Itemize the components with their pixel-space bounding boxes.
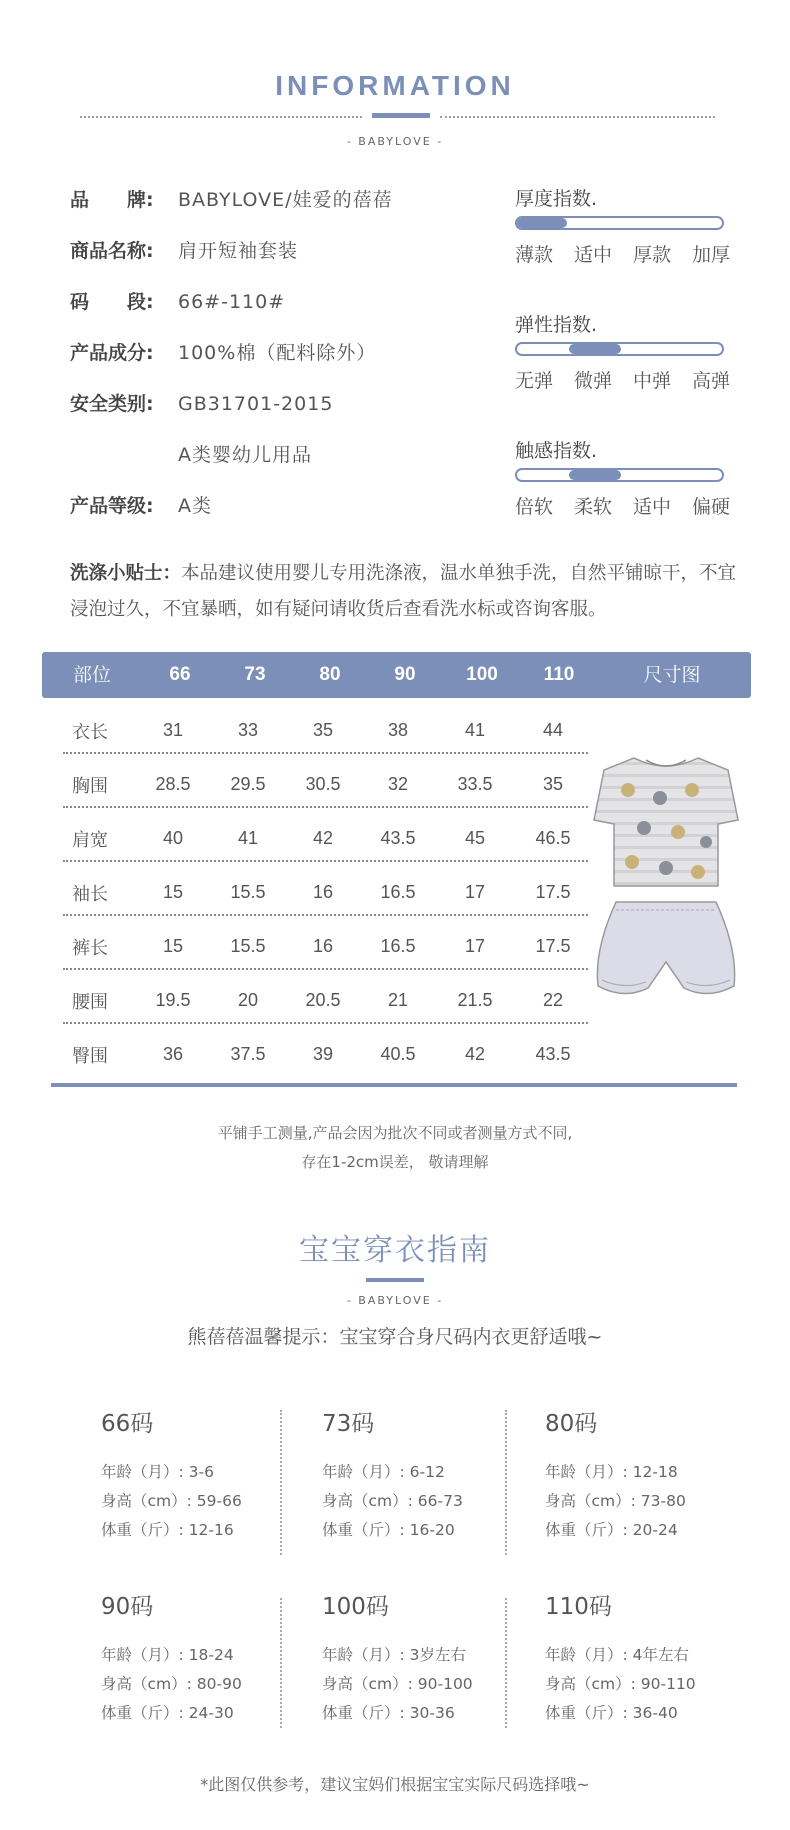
measure-note-line2: 存在1-2cm误差， 敬请理解 xyxy=(301,1153,489,1171)
size-guide-age: 年龄（月）: 12-18 xyxy=(545,1463,678,1481)
index-label: 厚款 xyxy=(632,244,671,266)
measure-note-line1: 平铺手工测量,产品会因为批次不同或者测量方式不同, xyxy=(217,1124,573,1142)
index-label: 加厚 xyxy=(691,244,730,266)
size-table-cell: 33 xyxy=(237,720,259,740)
index-label: 薄款 xyxy=(515,244,554,266)
size-table-cell: 38 xyxy=(387,720,409,740)
size-table-cell: 19.5 xyxy=(155,990,191,1010)
elasticity-index-bar xyxy=(515,342,724,356)
size-table-header-label: 部位 xyxy=(72,664,111,686)
size-row-label: 腰围 xyxy=(72,992,108,1013)
elasticity-index-title: 弹性指数. xyxy=(515,314,598,336)
guide-divider xyxy=(280,1410,282,1555)
header-dotted-line-left xyxy=(80,116,362,118)
info-value: 肩开短袖套装 xyxy=(178,240,299,262)
size-table-cell: 15.5 xyxy=(230,936,266,956)
size-table-cell: 17.5 xyxy=(535,936,571,956)
header-dotted-line-right xyxy=(440,116,715,118)
size-guide-age: 年龄（月）: 3-6 xyxy=(101,1463,214,1481)
info-product-name xyxy=(70,236,298,263)
guide-title: 宝宝穿衣指南 xyxy=(299,1233,491,1268)
size-row-label: 肩宽 xyxy=(72,830,108,851)
info-label: 产品等级: xyxy=(70,495,154,517)
size-column-header: 110 xyxy=(543,664,575,685)
index-label: 倍软 xyxy=(515,496,554,518)
info-label: 品 牌: xyxy=(70,189,154,211)
size-table-bottom-rule xyxy=(51,1083,737,1087)
info-brand xyxy=(70,185,393,212)
size-guide-weight: 体重（斤）: 24-30 xyxy=(101,1704,234,1722)
size-table-cell: 43.5 xyxy=(535,1044,571,1064)
size-guide-name: 80码 xyxy=(545,1411,598,1437)
size-table-cell: 20 xyxy=(237,990,259,1010)
info-value: 66#-110# xyxy=(178,291,286,313)
size-guide-age: 年龄（月）: 4年左右 xyxy=(545,1646,690,1664)
size-table-cell: 44 xyxy=(542,720,564,740)
softness-index-labels xyxy=(515,492,730,519)
size-column-header: 90 xyxy=(394,664,416,685)
info-value: A类婴幼儿用品 xyxy=(178,444,312,466)
size-table-cell: 40.5 xyxy=(380,1044,416,1064)
size-table-cell: 41 xyxy=(237,828,259,848)
size-guide-age: 年龄（月）: 3岁左右 xyxy=(322,1646,467,1664)
guide-subtitle: - BABYLOVE - xyxy=(346,1294,444,1307)
size-table-cell: 15 xyxy=(162,936,184,956)
size-row-label: 衣长 xyxy=(72,722,108,743)
info-value: A类 xyxy=(178,495,212,517)
size-table-cell: 17 xyxy=(464,882,486,902)
size-table-cell: 30.5 xyxy=(305,774,341,794)
guide-accent-bar xyxy=(366,1278,424,1282)
guide-divider xyxy=(505,1410,507,1555)
size-table-cell: 42 xyxy=(312,828,334,848)
thickness-index-fill xyxy=(517,218,567,228)
size-table-cell: 22 xyxy=(542,990,564,1010)
size-table-cell: 16.5 xyxy=(380,882,416,902)
size-guide-height: 身高（cm）: 66-73 xyxy=(322,1492,463,1510)
size-table-cell: 32 xyxy=(387,774,409,794)
index-label: 中弹 xyxy=(632,370,671,392)
size-table-cell: 33.5 xyxy=(457,774,493,794)
info-composition xyxy=(70,338,376,365)
size-table-cell: 16 xyxy=(312,936,334,956)
header-accent-bar xyxy=(372,113,430,118)
softness-index-title: 触感指数. xyxy=(515,440,598,462)
thickness-index-title: 厚度指数. xyxy=(515,188,598,210)
size-guide-name: 110码 xyxy=(545,1594,612,1620)
size-guide-height: 身高（cm）: 73-80 xyxy=(545,1492,686,1510)
index-label: 适中 xyxy=(573,244,612,266)
info-size-range xyxy=(70,287,285,314)
info-value: GB31701-2015 xyxy=(178,393,334,415)
wash-tips-text: 本品建议使用婴儿专用洗涤液，温水单独手洗，自然平铺晾干，不宜浸泡过久，不宜暴晒，如有疑问请收货后查看洗水标或咨询客服。 xyxy=(70,563,737,620)
wash-tips-label: 洗涤小贴士： xyxy=(70,563,182,584)
size-table-cell: 35 xyxy=(312,720,334,740)
size-table-cell: 17.5 xyxy=(535,882,571,902)
size-guide-name: 73码 xyxy=(322,1411,375,1437)
size-guide-name: 100码 xyxy=(322,1594,389,1620)
index-label: 偏硬 xyxy=(691,496,730,518)
info-grade xyxy=(70,491,212,518)
size-column-header: 73 xyxy=(244,664,266,685)
guide-divider xyxy=(505,1598,507,1728)
size-table-cell: 40 xyxy=(162,828,184,848)
footer-disclaimer: *此图仅供参考，建议宝妈们根据宝宝实际尺码选择哦~ xyxy=(200,1775,590,1794)
info-label: 产品成分: xyxy=(70,342,154,364)
size-guide-weight: 体重（斤）: 36-40 xyxy=(545,1704,678,1722)
size-diagram-header: 尺寸图 xyxy=(643,664,701,686)
index-label: 无弹 xyxy=(515,370,554,392)
size-table-cell: 41 xyxy=(464,720,486,740)
size-table-cell: 15.5 xyxy=(230,882,266,902)
size-guide-age: 年龄（月）: 18-24 xyxy=(101,1646,234,1664)
size-table-cell: 36 xyxy=(162,1044,184,1064)
size-guide-height: 身高（cm）: 90-100 xyxy=(322,1675,473,1693)
size-table-cell: 17 xyxy=(464,936,486,956)
size-table-cell: 31 xyxy=(162,720,184,740)
size-row-label: 胸围 xyxy=(72,776,108,797)
size-guide-name: 66码 xyxy=(101,1411,154,1437)
size-table-cell: 29.5 xyxy=(230,774,266,794)
size-column-header: 100 xyxy=(466,664,498,685)
size-guide-height: 身高（cm）: 59-66 xyxy=(101,1492,242,1510)
size-table-cell: 39 xyxy=(312,1044,334,1064)
size-row-label: 裤长 xyxy=(72,938,108,959)
size-row-divider xyxy=(63,860,588,862)
index-label: 柔软 xyxy=(573,496,612,518)
index-label: 高弹 xyxy=(691,370,730,392)
information-title: INFORMATION xyxy=(275,70,515,101)
shirt-illustration xyxy=(594,758,738,886)
shorts-illustration xyxy=(597,902,734,994)
size-column-header: 66 xyxy=(169,664,191,685)
size-table-cell: 16.5 xyxy=(380,936,416,956)
size-table-cell: 20.5 xyxy=(305,990,341,1010)
size-table-cell: 42 xyxy=(464,1044,486,1064)
size-table-cell: 28.5 xyxy=(155,774,191,794)
size-column-header: 80 xyxy=(319,664,341,685)
size-guide-weight: 体重（斤）: 30-36 xyxy=(322,1704,455,1722)
size-table-cell: 16 xyxy=(312,882,334,902)
size-guide-height: 身高（cm）: 90-110 xyxy=(545,1675,696,1693)
info-value: 100%棉（配料除外） xyxy=(178,342,377,364)
index-label: 适中 xyxy=(632,496,671,518)
garment-size-diagram xyxy=(588,750,744,1020)
size-table-cell: 21.5 xyxy=(457,990,493,1010)
size-row-label: 袖长 xyxy=(72,884,108,905)
size-row-label: 臀围 xyxy=(72,1046,108,1067)
size-row-divider xyxy=(63,1022,588,1024)
guide-divider xyxy=(280,1598,282,1728)
size-guide-height: 身高（cm）: 80-90 xyxy=(101,1675,242,1693)
size-guide-weight: 体重（斤）: 12-16 xyxy=(101,1521,234,1539)
softness-index-fill xyxy=(569,470,621,480)
softness-index-bar xyxy=(515,468,724,482)
info-value: BABYLOVE/娃爱的蓓蓓 xyxy=(178,189,393,211)
size-table-cell: 35 xyxy=(542,774,564,794)
size-table-cell: 45 xyxy=(464,828,486,848)
info-label: 码 段: xyxy=(70,291,154,313)
size-table-cell: 46.5 xyxy=(535,828,571,848)
info-safety-class xyxy=(70,389,333,416)
info-label: 商品名称: xyxy=(70,240,154,262)
size-table-cell: 21 xyxy=(387,990,409,1010)
thickness-index-bar xyxy=(515,216,724,230)
info-label: 安全类别: xyxy=(70,393,154,415)
size-row-divider xyxy=(63,968,588,970)
wash-tips xyxy=(70,556,740,628)
header-subtitle: - BABYLOVE - xyxy=(346,135,444,148)
size-table-cell: 37.5 xyxy=(230,1044,266,1064)
size-guide-name: 90码 xyxy=(101,1594,154,1620)
thickness-index-labels xyxy=(515,240,730,267)
size-row-divider xyxy=(63,752,588,754)
size-table-cell: 43.5 xyxy=(380,828,416,848)
size-guide-age: 年龄（月）: 6-12 xyxy=(322,1463,445,1481)
guide-tip: 熊蓓蓓温馨提示：宝宝穿合身尺码内衣更舒适哦~ xyxy=(187,1326,603,1348)
size-guide-weight: 体重（斤）: 16-20 xyxy=(322,1521,455,1539)
size-row-divider xyxy=(63,806,588,808)
size-row-divider xyxy=(63,914,588,916)
elasticity-index-labels xyxy=(515,366,730,393)
info-safety-class-continued xyxy=(70,440,312,467)
size-table-cell: 15 xyxy=(162,882,184,902)
size-guide-weight: 体重（斤）: 20-24 xyxy=(545,1521,678,1539)
size-table-header xyxy=(42,652,751,698)
index-label: 微弹 xyxy=(573,370,612,392)
elasticity-index-fill xyxy=(569,344,621,354)
